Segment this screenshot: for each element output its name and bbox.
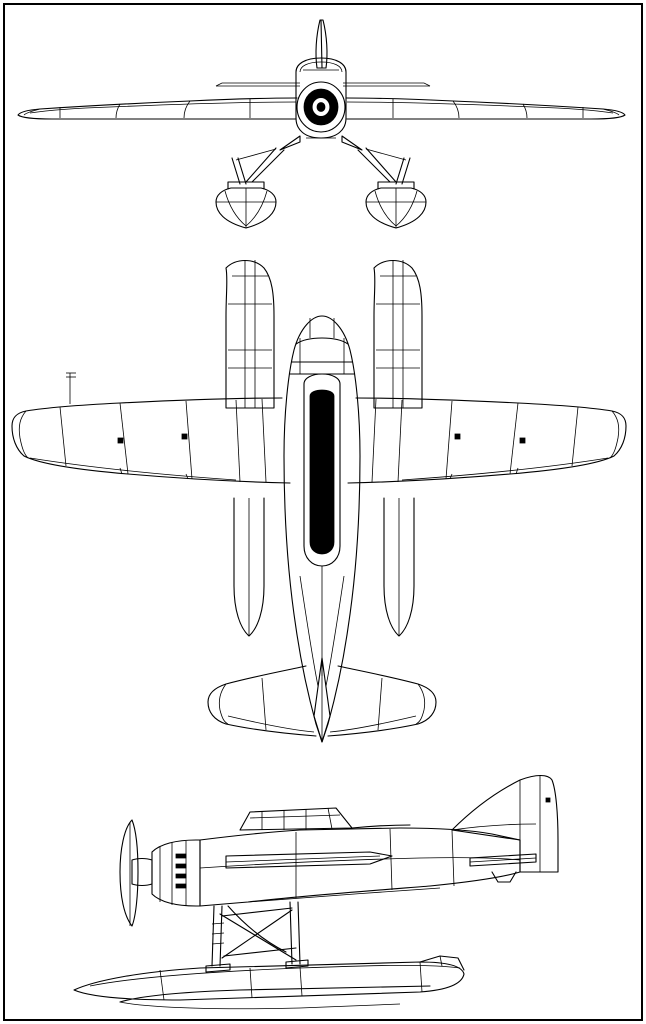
plan-view bbox=[0, 246, 646, 776]
side-elevation-view bbox=[0, 756, 646, 1018]
front-elevation-view bbox=[0, 6, 646, 246]
